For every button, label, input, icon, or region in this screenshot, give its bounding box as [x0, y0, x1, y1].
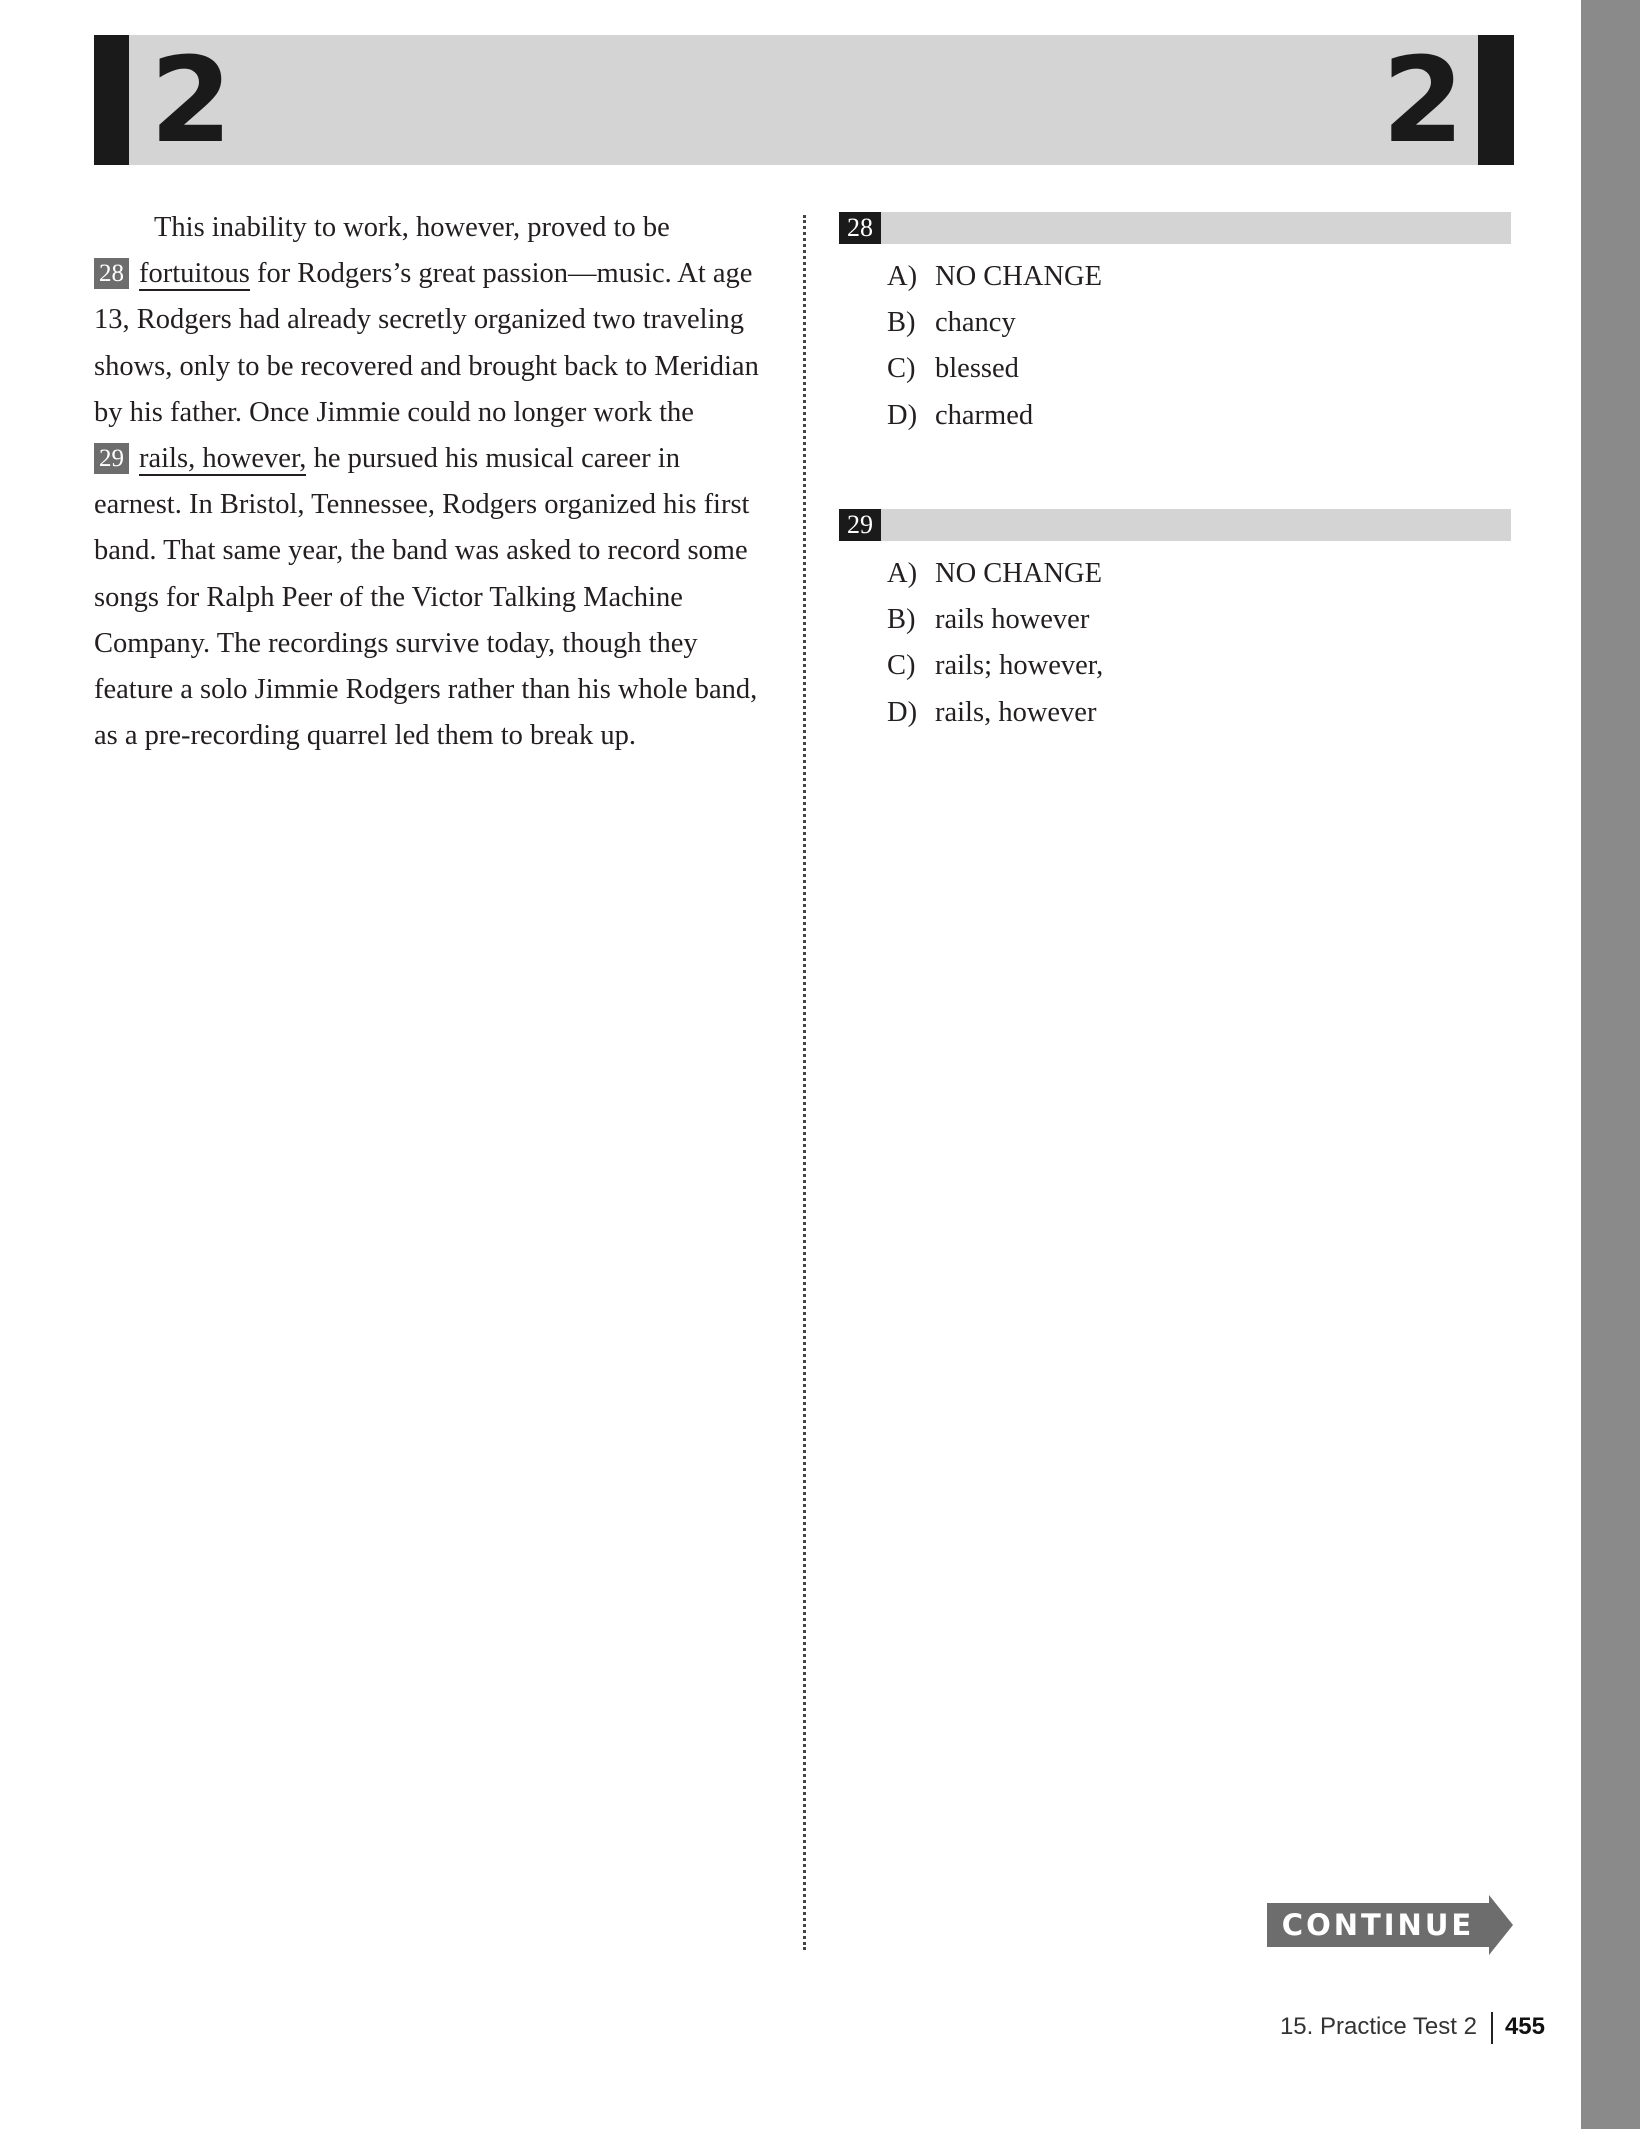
answer-choice-d[interactable] — [887, 690, 1511, 736]
choice-letter: A) — [887, 261, 918, 292]
reading-passage — [94, 205, 764, 759]
choice-text: NO CHANGE — [935, 558, 1103, 589]
underlined-text-29[interactable]: rails, however, — [139, 443, 307, 475]
answer-choice-a[interactable] — [887, 254, 1511, 300]
question-number: 28 — [839, 212, 881, 244]
choice-letter: A) — [887, 558, 918, 589]
answer-choice-c[interactable] — [887, 346, 1511, 392]
choice-letter: C) — [887, 650, 916, 682]
question-number: 29 — [839, 509, 881, 541]
choice-text: chancy — [935, 307, 1016, 339]
choice-text: charmed — [935, 399, 1034, 431]
choice-text: rails; however, — [935, 650, 1104, 682]
choice-text: blessed — [935, 353, 1019, 385]
question-ref-29[interactable]: 29 — [94, 443, 129, 474]
question-header — [839, 212, 1511, 244]
page-number: 455 — [1504, 2013, 1545, 2040]
choice-text: rails however — [935, 604, 1090, 636]
answer-choice-c[interactable] — [887, 643, 1511, 689]
continue-label: CONTINUE — [1281, 1908, 1475, 1942]
answer-choices — [887, 551, 1511, 736]
choice-text: rails, however — [935, 696, 1097, 728]
passage-paragraph — [94, 205, 764, 759]
question-header — [839, 509, 1511, 541]
section-marker-right — [1478, 35, 1514, 165]
column-divider — [803, 215, 806, 1950]
choice-text: NO CHANGE — [935, 261, 1103, 292]
passage-text: he pursued his musical career in earnest. In Bristol, Tennessee, Rodgers organized his first band. That same year, the band was asked to record some songs for Ralph Peer of the Victor Talking Machine Company. The recordings survive today, though they feature a solo Jimmie Rodgers rather than his whole band, as a pre-recording quarrel led them to break up. — [94, 443, 758, 752]
choice-letter: D) — [887, 696, 918, 728]
section-header-band — [94, 31, 1514, 169]
answer-choice-d[interactable] — [887, 393, 1511, 439]
passage-text: for Rodgers’s great passion—music. At age 13, Rodgers had already secretly organized two traveling shows, only to be recovered and brought back to Meridian by his father. Once Jimmie could no longer work the — [94, 258, 759, 428]
underlined-text-28[interactable]: fortuitous — [139, 258, 250, 290]
page-footer — [1250, 2010, 1545, 2044]
choice-letter: D) — [887, 399, 918, 431]
answer-choice-b[interactable] — [887, 300, 1511, 346]
section-number-right: 2 — [1382, 31, 1465, 169]
choice-letter: C) — [887, 353, 916, 385]
choice-letter: B) — [887, 307, 916, 339]
page-edge-tab — [1581, 0, 1640, 2129]
continue-button[interactable] — [1267, 1895, 1513, 1955]
answer-choice-b[interactable] — [887, 597, 1511, 643]
question-ref-28[interactable]: 28 — [94, 258, 129, 289]
question-29 — [839, 509, 1511, 736]
choice-letter: B) — [887, 604, 916, 636]
section-marker-left — [94, 35, 129, 165]
footer-chapter: 15. Practice Test 2 — [1279, 2013, 1477, 2040]
question-28 — [839, 212, 1511, 439]
passage-text: This inability to work, however, proved to be — [154, 212, 670, 243]
section-number-left: 2 — [150, 31, 233, 169]
answer-choices — [887, 254, 1511, 439]
answer-choice-a[interactable] — [887, 551, 1511, 597]
footer-separator — [1491, 2012, 1493, 2044]
